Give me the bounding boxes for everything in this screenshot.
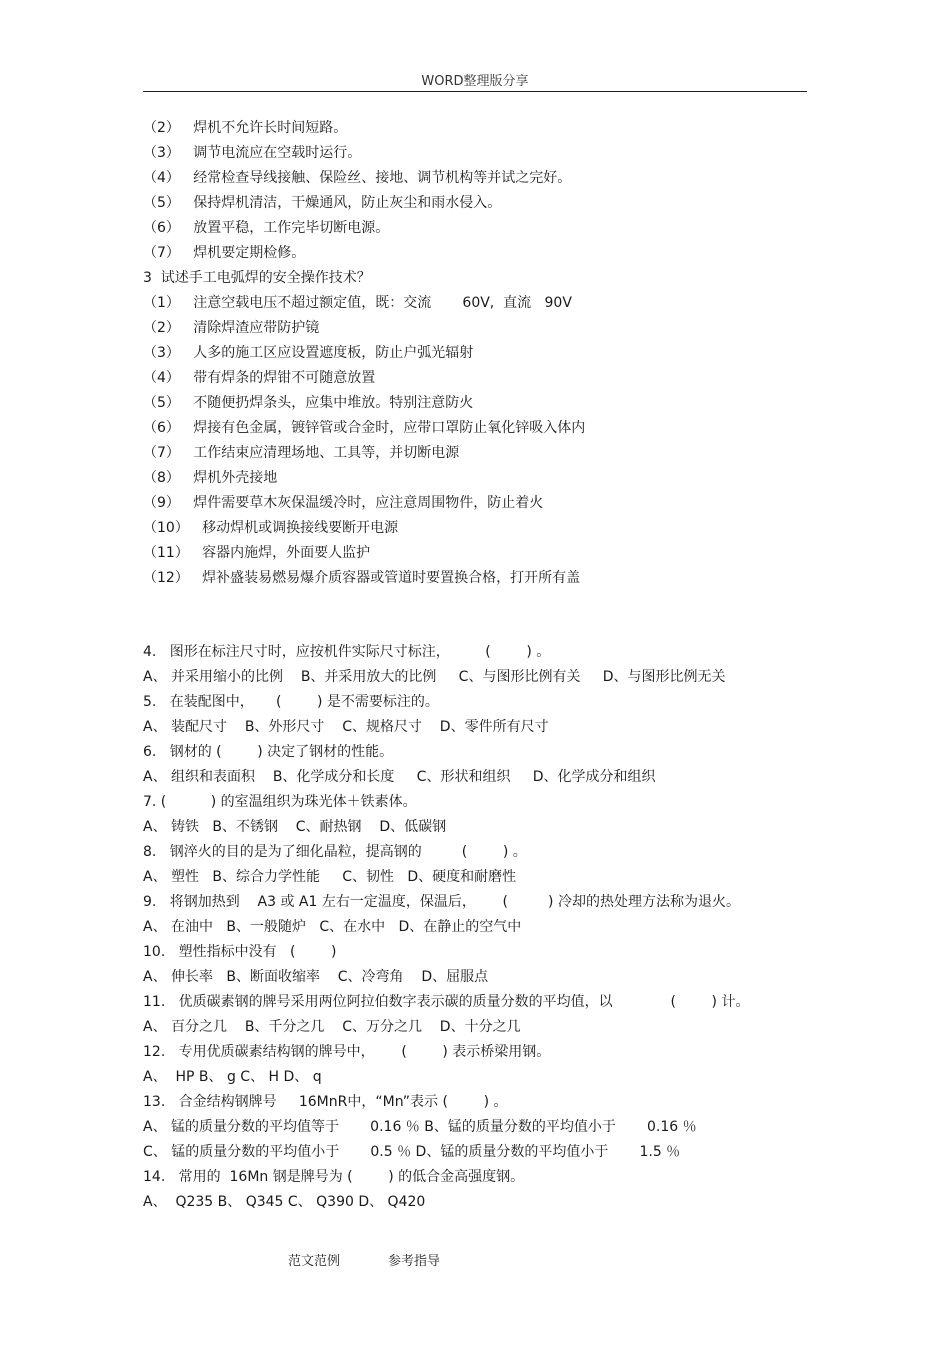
text-line: （8） 焊机外壳接地 [143,470,278,486]
text-line: 9. 将钢加热到 A3 或 A1 左右一定温度，保温后， ( ) 冷却的热处理方法称为退火。 [143,894,740,910]
text-line: 14. 常用的 16Mn 钢是牌号为 ( ) 的低合金高强度钢。 [143,1169,525,1185]
text-line: C、 锰的质量分数的平均值小于 0.5 ％ D、锰的质量分数的平均值小于 1.5 ％ [143,1144,681,1160]
footer-left-text: 范文范例 [288,1254,341,1269]
text-line: （3） 调节电流应在空载时运行。 [143,145,362,161]
text-line: A、 在油中 B、一般随炉 C、在水中 D、在静止的空气中 [143,919,522,935]
text-line: 6. 钢材的 ( ) 决定了钢材的性能。 [143,744,394,760]
text-line: 13. 合金结构钢牌号 16MnR中，“Mn”表示 ( ) 。 [143,1094,508,1110]
text-line: 12. 专用优质碳素结构钢的牌号中， ( ) 表示桥梁用钢。 [143,1044,551,1060]
text-line: （11） 容器内施焊，外面要人监护 [143,545,371,561]
text-line: （5） 保持焊机清洁，干燥通风，防止灰尘和雨水侵入。 [143,195,502,211]
text-line: （4） 带有焊条的焊钳不可随意放置 [143,370,376,386]
text-line: A、 Q235 B、 Q345 C、 Q390 D、 Q420 [143,1194,426,1210]
text-line: （1） 注意空载电压不超过额定值，既：交流 60V, 直流 90V [143,295,572,311]
header-rule [143,91,807,92]
page-header: WORD整理版分享 [421,74,529,89]
text-line: （7） 焊机要定期检修。 [143,245,306,261]
text-line: 5. 在装配图中， ( ) 是不需要标注的。 [143,694,439,710]
text-line: （3） 人多的施工区应设置遮度板，防止户弧光辐射 [143,345,474,361]
text-line: A、 并采用缩小的比例 B、并采用放大的比例 C、与图形比例有关 D、与图形比例无关 [143,669,726,685]
text-line: A、 塑性 B、综合力学性能 C、韧性 D、硬度和耐磨性 [143,869,517,885]
text-line: A、 伸长率 B、断面收缩率 C、冷弯角 D、屈服点 [143,969,489,985]
text-line: A、 锰的质量分数的平均值等于 0.16 ％ B、锰的质量分数的平均值小于 0.16 ％ [143,1119,697,1135]
text-line: A、 组织和表面积 B、化学成分和长度 C、形状和组织 D、化学成分和组织 [143,769,656,785]
text-line: A、 装配尺寸 B、外形尺寸 C、规格尺寸 D、零件所有尺寸 [143,719,549,735]
text-line: 4. 图形在标注尺寸时，应按机件实际尺寸标注， ( ) 。 [143,644,551,660]
text-line: （12） 焊补盛装易燃易爆介质容器或管道时要置换合格，打开所有盖 [143,570,581,586]
text-line: （7） 工作结束应清理场地、工具等，并切断电源 [143,445,460,461]
text-line: （6） 放置平稳，工作完毕切断电源。 [143,220,390,236]
text-line: （2） 焊机不允许长时间短路。 [143,120,348,136]
text-line: 3 试述手工电弧焊的安全操作技术？ [143,270,371,286]
text-line: A、 百分之几 B、千分之几 C、万分之几 D、十分之几 [143,1019,521,1035]
text-line: 11. 优质碳素钢的牌号采用两位阿拉伯数字表示碳的质量分数的平均值，以 ( ) 计。 [143,994,750,1010]
text-line: 8. 钢淬火的目的是为了细化晶粒，提高钢的 ( ) 。 [143,844,527,860]
text-line: （5） 不随便扔焊条头，应集中堆放。特别注意防火 [143,395,474,411]
text-line: （4） 经常检查导线接触、保险丝、接地、调节机构等并试之完好。 [143,170,572,186]
text-line: （2） 清除焊渣应带防护镜 [143,320,320,336]
text-line: （6） 焊接有色金属，镀锌管或合金时，应带口罩防止氧化锌吸入体内 [143,420,586,436]
footer-right-text: 参考指导 [388,1254,441,1269]
text-line: A、 HP B、 g C、 H D、 q [143,1069,322,1085]
text-line: 10. 塑性指标中没有 ( ) [143,944,337,960]
text-line: 7. ( ) 的室温组织为珠光体＋铁素体。 [143,794,417,810]
text-line: A、 铸铁 B、不锈钢 C、耐热钢 D、低碳钢 [143,819,447,835]
text-line: （9） 焊件需要草木灰保温缓冷时，应注意周围物件，防止着火 [143,495,544,511]
text-line: （10） 移动焊机或调换接线要断开电源 [143,520,399,536]
